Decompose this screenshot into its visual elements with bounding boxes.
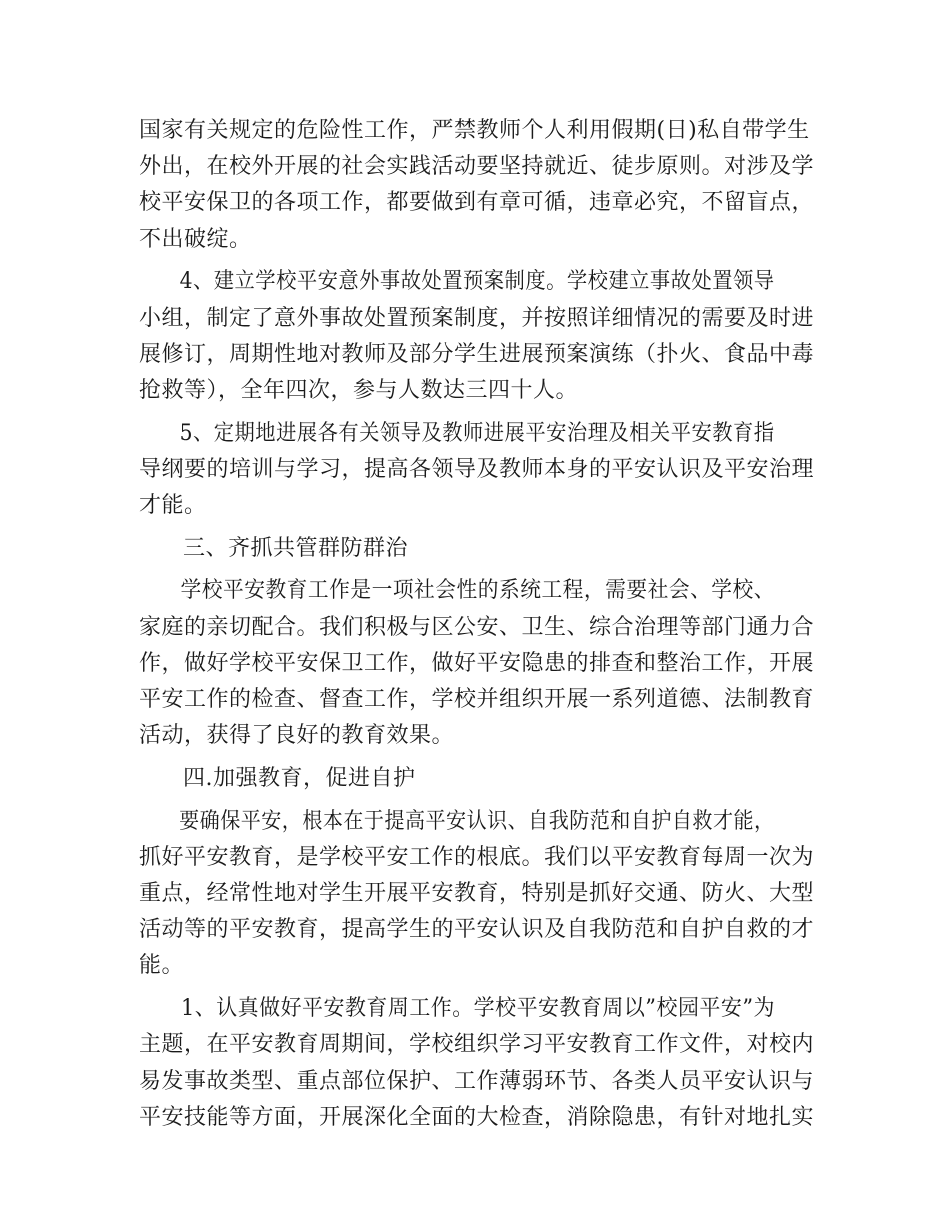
paragraph (139, 416, 819, 525)
text-line: 1、认真做好平安教育周工作。学校平安教育周以”校园平安”为 (180, 996, 775, 1022)
section-heading (139, 531, 819, 567)
text-line: 要确保平安，根本在于提高平安认识、自我防范和自护自救才能， (179, 808, 775, 834)
text-line: 平安技能等方面，开展深化全面的大检查，消除隐患，有针对地扎实 (139, 1104, 815, 1130)
text-line: 主题，在平安教育周期间，学校组织学习平安教育工作文件，对校内 (139, 1032, 815, 1058)
paragraph (139, 113, 819, 258)
text-line: 重点，经常性地对学生开展平安教育，特别是抓好交通、防火、大型 (139, 881, 815, 907)
text-line: 学校平安教育工作是一项社会性的系统工程，需要社会、学校、 (180, 578, 776, 604)
text-line: 易发事故类型、重点部位保护、工作薄弱环节、各类人员平安认识与 (139, 1068, 815, 1094)
text-line: 展修订，周期性地对教师及部分学生进展预案演练（扑火、食品中毒 (139, 341, 815, 367)
text-line: 平安工作的检查、督查工作，学校并组织开展一系列道德、法制教育 (139, 687, 815, 713)
text-line: 抢救等），全年四次，参与人数达三四十人。 (139, 377, 579, 403)
text-line: 三、齐抓共管群防群治 (183, 535, 409, 561)
text-line: 活动等的平安教育，提高学生的平安认识及自我防范和自护自救的才 (139, 917, 815, 943)
text-line: 活动，获得了良好的教育效果。 (139, 723, 455, 749)
paragraph (139, 264, 819, 409)
text-line: 抓好平安教育，是学校平安工作的根底。我们以平安教育每周一次为 (139, 844, 815, 870)
text-line: 小组，制定了意外事故处置预案制度，并按照详细情况的需要及时进 (139, 305, 815, 331)
document-body (139, 113, 819, 1142)
text-line: 四.加强教育，促进自护 (183, 765, 416, 791)
text-line: 国家有关规定的危险性工作，严禁教师个人利用假期(日)私自带学生 (139, 118, 810, 143)
text-line: 能。 (139, 953, 185, 979)
text-line: 导纲要的培训与学习，提高各领导及教师本身的平安认识及平安治理 (139, 456, 815, 482)
section-heading (139, 761, 819, 797)
text-line: 外出，在校外开展的社会实践活动要坚持就近、徒步原则。对涉及学 (139, 154, 815, 180)
text-line: 4、建立学校平安意外事故处置预案制度。学校建立事故处置领导 (179, 269, 775, 295)
text-line: 不出破绽。 (139, 226, 252, 252)
text-line: 家庭的亲切配合。我们积极与区公安、卫生、综合治理等部门通力合 (139, 614, 815, 640)
text-line: 校平安保卫的各项工作，都要做到有章可循，违章必究，不留盲点， (139, 190, 815, 216)
paragraph (139, 991, 819, 1136)
text-line: 作，做好学校平安保卫工作，做好平安隐患的排查和整治工作，开展 (139, 650, 815, 676)
text-line: 才能。 (139, 493, 207, 519)
text-line: 5、定期地进展各有关领导及教师进展平安治理及相关平安教育指 (179, 420, 775, 446)
paragraph (139, 573, 819, 754)
paragraph (139, 804, 819, 985)
